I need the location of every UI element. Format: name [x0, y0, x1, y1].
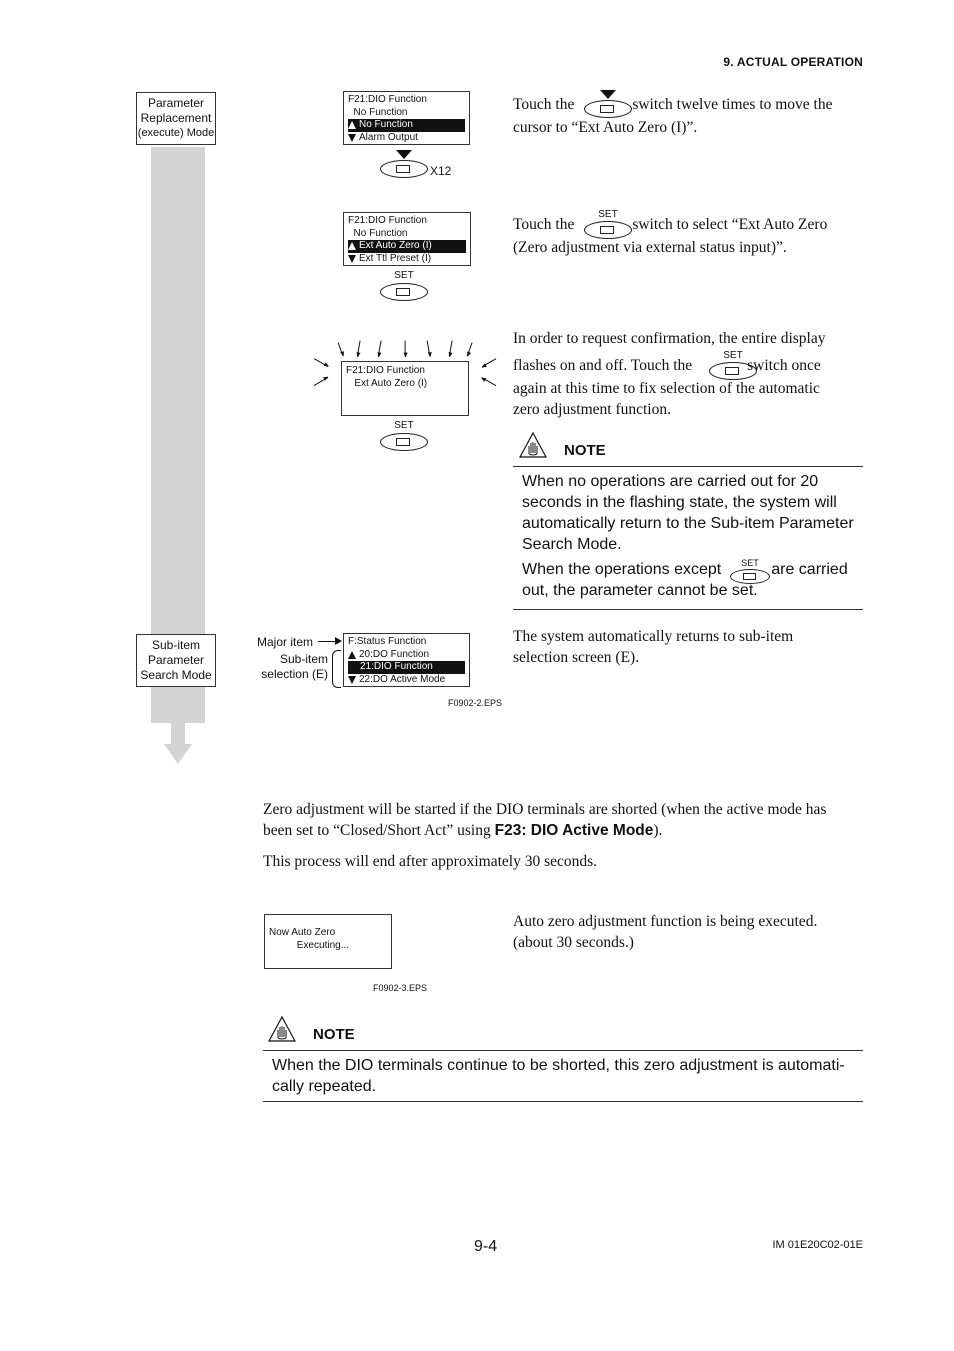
note2-body [272, 1055, 863, 1097]
label-line: selection (E) [261, 667, 328, 681]
body-paragraph-1 [263, 799, 873, 841]
lcd-line [348, 253, 466, 266]
label-line: Sub-item [279, 652, 328, 666]
note-line: seconds in the flashing state, the system will [522, 494, 837, 511]
lcd-text: Ext Auto Zero (I) [359, 240, 432, 251]
set-label: SET [598, 209, 618, 220]
repeat-count: X12 [430, 164, 452, 178]
mode-line: Parameter [147, 96, 205, 110]
flash-ray [426, 340, 430, 356]
note-line: When no operations are carried out for 20 [522, 473, 819, 490]
figure-id: F0902-3.EPS [373, 983, 428, 993]
set-label: SET [741, 558, 759, 568]
lcd-line: No Function [348, 106, 408, 118]
parameter-name: F23: DIO Active Mode [494, 822, 654, 839]
lcd-text: Ext Ttl Preset (I) [359, 252, 432, 264]
set-label: SET [394, 420, 414, 431]
down-arrow-icon [348, 134, 356, 142]
set-switch-icon [709, 350, 757, 380]
note1-body [522, 471, 863, 601]
lcd-panel-4 [343, 633, 470, 687]
down-arrow-icon [396, 150, 412, 159]
text-part: Auto zero adjustment function is being executed. [513, 913, 818, 930]
lcd-text: No Function [359, 119, 413, 130]
up-arrow-icon [348, 121, 356, 129]
note-line: out, the parameter cannot be set. [522, 582, 758, 599]
mode-line: Sub-item [151, 638, 201, 652]
switch-rect [600, 105, 614, 113]
text-part: (about 30 seconds.) [513, 934, 634, 951]
lcd-line: No Function [348, 227, 408, 239]
mode-line: (execute) Mode [137, 127, 215, 139]
text-part: been set to “Closed/Short Act” using [263, 822, 491, 839]
text-part: selection screen (E). [513, 649, 640, 666]
flash-ray [357, 340, 361, 356]
step4-text [513, 626, 863, 668]
lcd-panel-2 [343, 212, 471, 266]
flash-ray [467, 342, 473, 356]
down-switch-button[interactable] [380, 150, 428, 178]
note-title: NOTE [313, 1026, 355, 1043]
note-rule-bottom [513, 609, 863, 610]
lcd-line: F21:DIO Function [346, 365, 425, 376]
section-header: 9. ACTUAL OPERATION [723, 55, 863, 69]
lcd-line: F21:DIO Function [348, 94, 427, 105]
note-line: automatically return to the Sub-item Parameter [522, 515, 854, 532]
text-part: switch twelve times to move the [632, 96, 833, 113]
lcd-line-selected [348, 119, 465, 132]
text-part: In order to request confirmation, the entire display [513, 330, 826, 347]
lcd-line: Ext Auto Zero (I) [346, 377, 428, 389]
lcd-line-selected [348, 240, 466, 253]
flash-ray [449, 340, 453, 356]
switch-rect [396, 438, 410, 446]
flow-arrow-shaft [171, 707, 185, 747]
switch-rect [725, 367, 739, 375]
note-line: When the DIO terminals continue to be shorted, this zero adjustment is automati- [272, 1057, 845, 1074]
step3-text [513, 327, 863, 421]
text-part: cursor to “Ext Auto Zero (I)”. [513, 119, 698, 136]
sub-item-label [256, 652, 328, 682]
set-label: SET [723, 350, 743, 361]
note-rule-bottom [263, 1101, 863, 1102]
body-paragraph-2: This process will end after approximately 30 seconds. [263, 853, 598, 870]
text-part: flashes on and off. Touch the [513, 357, 693, 374]
text-part: again at this time to fix selection of the automatic [513, 380, 820, 397]
down-arrow-icon [348, 676, 356, 684]
lcd-line [348, 132, 465, 145]
text-part: ). [653, 822, 663, 839]
set-switch-button[interactable] [380, 420, 428, 451]
lcd-line-selected: 21:DIO Function [348, 661, 465, 674]
text-part: Zero adjustment will be started if the DIO terminals are shorted (when the active mode has [263, 801, 827, 818]
up-arrow-icon [348, 242, 356, 250]
lcd-line: F:Status Function [348, 636, 427, 647]
major-item-label: Major item [257, 635, 314, 649]
page-number: 9-4 [474, 1238, 498, 1255]
lcd-text: 22:DO Active Mode [359, 673, 446, 685]
lcd-text: 20:DO Function [359, 648, 430, 660]
flash-ray [482, 358, 496, 367]
flash-ray [337, 342, 343, 356]
lcd-line: Now Auto Zero [269, 927, 336, 938]
sub-item-bracket [332, 650, 341, 688]
flash-ray [378, 340, 382, 356]
caution-hand-icon [268, 1016, 296, 1042]
note-rule-top [513, 466, 863, 467]
note-title: NOTE [564, 442, 606, 459]
switch-rect [600, 226, 614, 234]
set-label: SET [394, 270, 414, 281]
switch-rect [396, 288, 410, 296]
text-part: Touch the [513, 96, 575, 113]
step2-text [513, 213, 863, 259]
mode-line: Parameter [147, 653, 205, 667]
note-line: When the operations except [522, 561, 722, 578]
mode-line: Search Mode [140, 668, 212, 682]
flash-ray [314, 358, 328, 367]
lcd-line [348, 674, 465, 687]
down-arrow-icon [600, 90, 616, 99]
note-rule-top [263, 1050, 863, 1051]
caution-hand-icon [519, 432, 547, 458]
text-part: Touch the [513, 216, 575, 233]
note-line: are carried [771, 561, 848, 578]
set-switch-icon [584, 209, 632, 239]
flash-ray [404, 341, 405, 357]
down-switch-icon [584, 90, 632, 118]
panel5-description [513, 911, 863, 953]
flash-ray [314, 377, 328, 386]
mode-box-parameter-replacement [136, 92, 216, 145]
text-part: (Zero adjustment via external status input)”. [513, 239, 787, 256]
figure-id: F0902-2.EPS [448, 698, 503, 708]
step1-text [513, 93, 863, 139]
lcd-line [348, 649, 465, 662]
switch-rect [396, 165, 410, 173]
lcd-panel-3 [341, 361, 469, 416]
set-switch-button[interactable] [380, 270, 428, 301]
down-arrow-icon [348, 255, 356, 263]
text-part: The system automatically returns to sub-item [513, 628, 794, 645]
text-part: switch once [747, 357, 821, 374]
mode-box-sub-item-search [136, 634, 216, 687]
document-id: IM 01E20C02-01E [772, 1239, 863, 1251]
lcd-line: Executing... [269, 939, 350, 951]
lcd-line: F21:DIO Function [348, 215, 427, 226]
text-part: switch to select “Ext Auto Zero [632, 216, 828, 233]
text-part: zero adjustment function. [513, 401, 671, 418]
lcd-panel-1 [343, 91, 470, 145]
switch-rect [743, 573, 756, 580]
pointer-arrow-icon [335, 637, 342, 645]
lcd-text: Alarm Output [359, 131, 418, 143]
set-switch-icon [730, 558, 770, 584]
up-arrow-icon [348, 651, 356, 659]
mode-line: Replacement [140, 111, 212, 125]
note-line: cally repeated. [272, 1078, 377, 1095]
note-line: Search Mode. [522, 536, 622, 553]
lcd-panel-5 [264, 914, 392, 969]
flow-arrow-head [164, 744, 192, 764]
flash-ray [482, 377, 496, 386]
